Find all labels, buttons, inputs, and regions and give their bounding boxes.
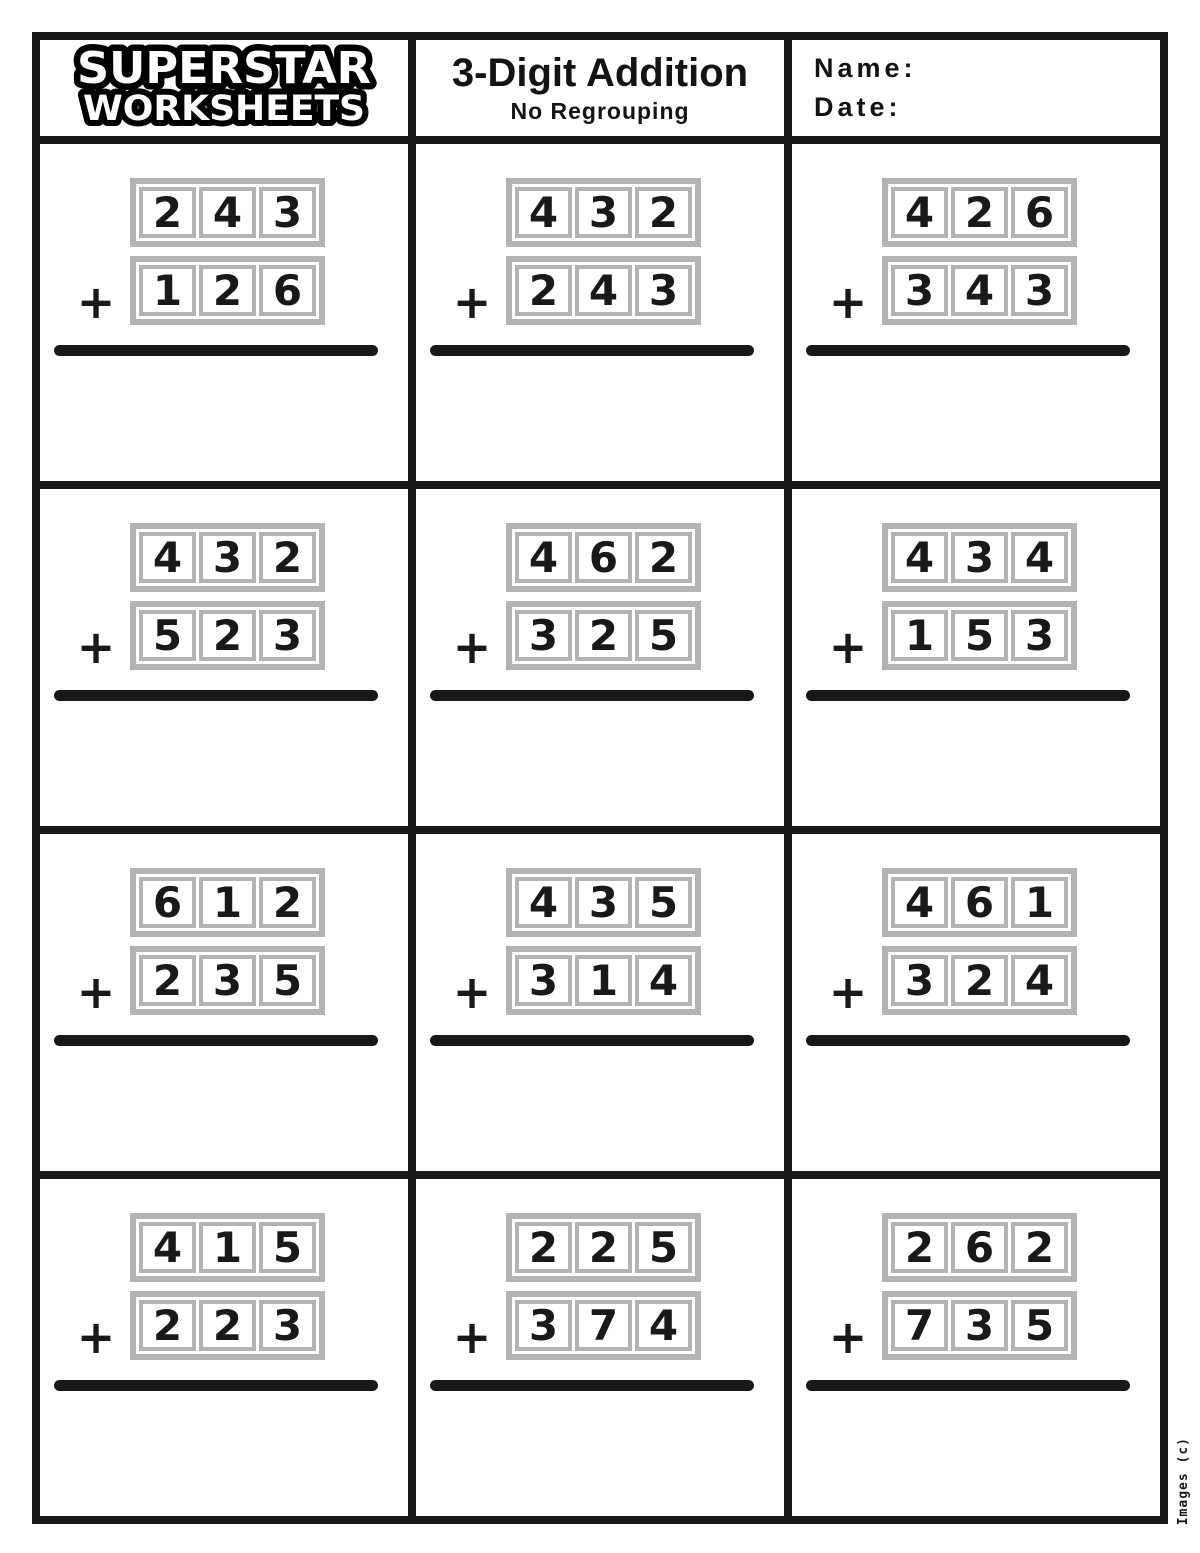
answer-line [806, 1380, 1130, 1391]
worksheet-title: 3-Digit Addition [451, 51, 749, 95]
digit-box: 6 [575, 532, 632, 583]
digit-box: 4 [1011, 532, 1068, 583]
digit-box: 3 [575, 187, 632, 238]
digit-box: 7 [891, 1300, 948, 1351]
problem-cell-5 [416, 489, 784, 826]
addend-top-row [130, 868, 325, 937]
plus-operator: + [828, 620, 868, 674]
addend-top-row [882, 523, 1077, 592]
digit-box: 4 [891, 532, 948, 583]
problem-cell-12 [792, 1179, 1160, 1516]
plus-operator: + [76, 620, 116, 674]
digit-box: 3 [1011, 265, 1068, 316]
digit-box: 5 [635, 610, 692, 661]
digit-box: 2 [635, 532, 692, 583]
digit-box: 4 [635, 1300, 692, 1351]
digit-box: 6 [1011, 187, 1068, 238]
digit-box: 3 [951, 1300, 1008, 1351]
digit-box: 2 [891, 1222, 948, 1273]
digit-box: 1 [199, 1222, 256, 1273]
addend-bottom-row [882, 1291, 1077, 1360]
digit-box: 5 [951, 610, 1008, 661]
addend-bottom-row [506, 1291, 701, 1360]
answer-line [806, 1035, 1130, 1046]
digit-box: 2 [139, 187, 196, 238]
digit-box: 1 [891, 610, 948, 661]
addend-top-row [882, 1213, 1077, 1282]
digit-box: 5 [635, 1222, 692, 1273]
name-label: Name: [814, 53, 917, 84]
problem-cell-7 [40, 834, 408, 1171]
digit-box: 3 [891, 265, 948, 316]
digit-box: 2 [1011, 1222, 1068, 1273]
addend-top-row [882, 868, 1077, 937]
answer-line [806, 345, 1130, 356]
addend-bottom-row [882, 946, 1077, 1015]
digit-box: 1 [1011, 877, 1068, 928]
digit-box: 6 [951, 1222, 1008, 1273]
digit-box: 4 [951, 265, 1008, 316]
digit-box: 2 [951, 187, 1008, 238]
logo-line1: SUPERSTAR [77, 43, 371, 94]
answer-line [54, 345, 378, 356]
digit-box: 6 [951, 877, 1008, 928]
logo-line2: WORKSHEETS [83, 89, 365, 129]
digit-box: 4 [199, 187, 256, 238]
digit-box: 2 [139, 1300, 196, 1351]
problem-cell-1 [40, 144, 408, 481]
digit-box: 4 [515, 877, 572, 928]
addend-top-row [506, 523, 701, 592]
problem-cell-4 [40, 489, 408, 826]
digit-box: 3 [891, 955, 948, 1006]
digit-box: 2 [515, 1222, 572, 1273]
answer-line [430, 1035, 754, 1046]
plus-operator: + [828, 275, 868, 329]
problem-cell-9 [792, 834, 1160, 1171]
digit-box: 3 [259, 187, 316, 238]
digit-box: 4 [1011, 955, 1068, 1006]
digit-box: 4 [635, 955, 692, 1006]
digit-box: 1 [199, 877, 256, 928]
digit-box: 2 [635, 187, 692, 238]
digit-box: 1 [139, 265, 196, 316]
addend-top-row [506, 1213, 701, 1282]
addend-top-row [506, 868, 701, 937]
digit-box: 4 [891, 877, 948, 928]
digit-box: 4 [515, 187, 572, 238]
digit-box: 6 [139, 877, 196, 928]
digit-box: 4 [139, 1222, 196, 1273]
image-credit: Images (c) [1176, 1436, 1191, 1525]
digit-box: 2 [575, 1222, 632, 1273]
digit-box: 5 [259, 955, 316, 1006]
digit-box: 2 [139, 955, 196, 1006]
addend-bottom-row [130, 946, 325, 1015]
digit-box: 3 [259, 1300, 316, 1351]
addend-top-row [130, 523, 325, 592]
plus-operator: + [76, 965, 116, 1019]
addend-bottom-row [130, 1291, 325, 1360]
digit-box: 3 [199, 955, 256, 1006]
problem-cell-11 [416, 1179, 784, 1516]
problem-cell-6 [792, 489, 1160, 826]
answer-line [430, 345, 754, 356]
digit-box: 2 [199, 610, 256, 661]
addend-bottom-row [506, 256, 701, 325]
problem-cell-3 [792, 144, 1160, 481]
digit-box: 3 [1011, 610, 1068, 661]
digit-box: 3 [259, 610, 316, 661]
digit-box: 3 [951, 532, 1008, 583]
plus-operator: + [452, 275, 492, 329]
digit-box: 5 [259, 1222, 316, 1273]
digit-box: 2 [259, 877, 316, 928]
digit-box: 3 [515, 955, 572, 1006]
superstar-worksheets-logo [58, 41, 390, 135]
digit-box: 3 [199, 532, 256, 583]
answer-line [54, 690, 378, 701]
digit-box: 3 [575, 877, 632, 928]
digit-box: 3 [635, 265, 692, 316]
plus-operator: + [828, 965, 868, 1019]
addend-bottom-row [882, 256, 1077, 325]
digit-box: 2 [515, 265, 572, 316]
digit-box: 5 [635, 877, 692, 928]
worksheet-grid [32, 32, 1168, 1524]
digit-box: 6 [259, 265, 316, 316]
digit-box: 1 [575, 955, 632, 1006]
digit-box: 4 [891, 187, 948, 238]
digit-box: 3 [515, 610, 572, 661]
addend-bottom-row [506, 601, 701, 670]
digit-box: 3 [515, 1300, 572, 1351]
addend-bottom-row [130, 256, 325, 325]
plus-operator: + [452, 620, 492, 674]
problem-cell-8 [416, 834, 784, 1171]
digit-box: 2 [951, 955, 1008, 1006]
title-cell [416, 40, 784, 136]
addend-bottom-row [130, 601, 325, 670]
addend-bottom-row [882, 601, 1077, 670]
logo-cell [40, 40, 408, 136]
addend-bottom-row [506, 946, 701, 1015]
plus-operator: + [76, 1310, 116, 1364]
answer-line [430, 1380, 754, 1391]
answer-line [54, 1380, 378, 1391]
digit-box: 4 [515, 532, 572, 583]
digit-box: 4 [575, 265, 632, 316]
problem-cell-2 [416, 144, 784, 481]
problem-cell-10 [40, 1179, 408, 1516]
answer-line [806, 690, 1130, 701]
addend-top-row [882, 178, 1077, 247]
digit-box: 4 [139, 532, 196, 583]
digit-box: 5 [1011, 1300, 1068, 1351]
digit-box: 2 [199, 1300, 256, 1351]
plus-operator: + [76, 275, 116, 329]
digit-box: 5 [139, 610, 196, 661]
digit-box: 2 [259, 532, 316, 583]
addend-top-row [130, 1213, 325, 1282]
addend-top-row [506, 178, 701, 247]
plus-operator: + [828, 1310, 868, 1364]
addend-top-row [130, 178, 325, 247]
worksheet-subtitle: No Regrouping [510, 98, 690, 124]
digit-box: 2 [199, 265, 256, 316]
plus-operator: + [452, 1310, 492, 1364]
digit-box: 7 [575, 1300, 632, 1351]
answer-line [430, 690, 754, 701]
date-label: Date: [814, 91, 902, 122]
plus-operator: + [452, 965, 492, 1019]
answer-line [54, 1035, 378, 1046]
digit-box: 2 [575, 610, 632, 661]
name-date-cell [792, 40, 1160, 136]
